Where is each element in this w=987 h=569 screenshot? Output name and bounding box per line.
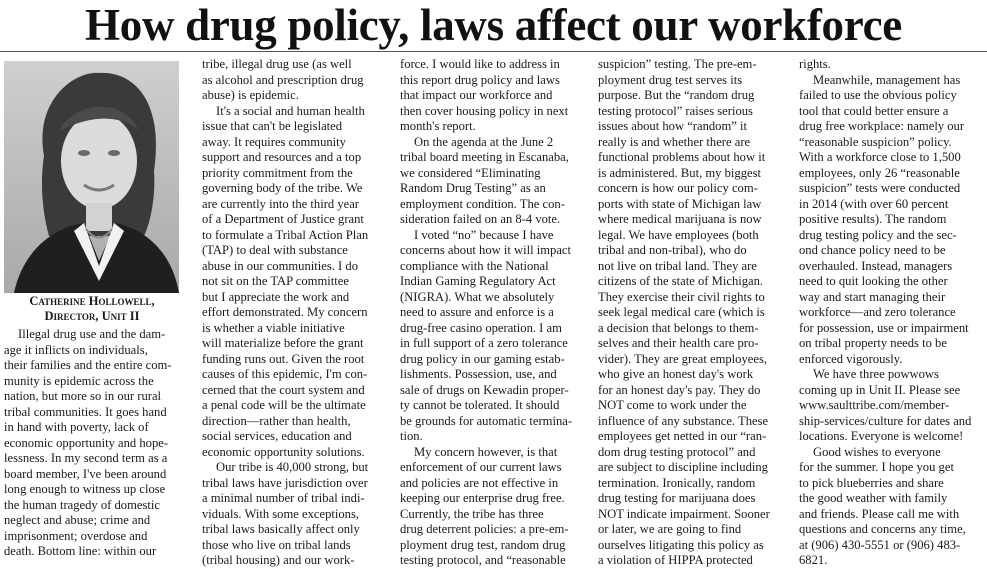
column-2 — [202, 57, 388, 569]
text-line: ship-services/culture for dates and — [799, 413, 972, 428]
text-line: then cover housing policy in next — [400, 103, 569, 118]
paragraph — [4, 327, 182, 560]
text-line: ployment drug test, random drug — [400, 537, 566, 552]
text-line: With a workforce close to 1,500 — [799, 150, 961, 164]
text-line: as alcohol and prescription drug — [202, 72, 364, 87]
text-line: that impact our workforce and — [400, 88, 553, 102]
text-line: drug policy in our gaming estab- — [400, 351, 565, 366]
text-line: a minimal number of tribal indi- — [202, 491, 365, 505]
text-line: not sit on the TAP committee — [202, 274, 349, 288]
text-line: concern is how our policy com- — [598, 181, 758, 195]
author-caption — [4, 294, 180, 324]
paragraph — [799, 73, 983, 368]
paragraph — [799, 367, 983, 445]
text-line: for an honest day's pay. They do — [598, 382, 761, 397]
text-line: ourselves litigating this policy as — [598, 537, 764, 552]
column-5 — [799, 57, 983, 569]
paragraph — [400, 57, 586, 135]
text-line: ond chance policy need to be — [799, 243, 946, 257]
text-line: Our tribe is 40,000 strong, but — [216, 460, 369, 474]
text-line: abuse) is epidemic. — [202, 88, 299, 102]
text-line: and friends. Please call me with — [799, 506, 960, 521]
text-line: the human tragedy of domestic — [4, 497, 160, 512]
text-line: purpose. But the “random drug — [598, 88, 755, 102]
text-line: long enough to witness up close — [4, 482, 166, 496]
text-line: concerns about how it will impact — [400, 243, 572, 257]
text-line: those who live on tribal lands — [202, 537, 351, 552]
paragraph — [202, 57, 388, 104]
text-line: sideration failed on an 8-4 vote. — [400, 212, 561, 226]
text-line: drug free workplace: namely our — [799, 119, 965, 133]
text-line: their families and the entire com- — [4, 358, 172, 372]
text-line: functional problems about how it — [598, 150, 766, 164]
column-1 — [4, 327, 182, 560]
text-line: On the agenda at the June 2 — [414, 134, 554, 149]
text-line: issue that can't be legislated — [202, 119, 343, 133]
paragraph — [799, 57, 983, 73]
text-line: (TAP) to deal with substance — [202, 243, 348, 257]
text-line: who give an honest day's work — [598, 367, 754, 381]
text-line: in hand with poverty, lack of — [4, 420, 149, 434]
text-line: effort demonstrated. My concern — [202, 305, 368, 319]
text-line: a decision that belongs to them- — [598, 320, 759, 335]
text-line: imprisonment; overdose and — [4, 528, 148, 543]
text-line: It's a social and human health — [216, 103, 365, 118]
text-line: ty cannot be tolerated. It should — [400, 398, 560, 412]
text-line: overhauled. Instead, managers — [799, 258, 953, 273]
text-line: suspicion” tests were conducted — [799, 181, 961, 195]
text-line: drug testing for marijuana does — [598, 491, 756, 505]
text-line: keeping our enterprise drug free. — [400, 491, 565, 505]
paragraph — [400, 135, 586, 228]
text-line: locations. Everyone is welcome! — [799, 429, 964, 443]
text-line: death. Bottom line: within our — [4, 544, 157, 558]
text-line: need to assure and enforce is a — [400, 305, 554, 319]
text-line: suspicion” testing. The pre-em- — [598, 57, 757, 71]
text-line: tribal board meeting in Escanaba, — [400, 150, 569, 164]
text-line: I voted “no” because I have — [414, 227, 554, 242]
text-line: force. I would like to address in — [400, 57, 560, 71]
paragraph — [202, 104, 388, 461]
text-line: to formulate a Tribal Action Plan — [202, 227, 369, 242]
text-line: support and resources and a top — [202, 150, 362, 164]
text-line: not live on tribal land. They are — [598, 258, 757, 273]
text-line: termination. Ironically, random — [598, 475, 756, 490]
column-4 — [598, 57, 786, 569]
text-line: tool that could better ensure a — [799, 103, 949, 118]
text-line: month's report. — [400, 119, 476, 133]
text-line: testing protocol” raises serious — [598, 103, 753, 118]
text-line: influence of any substance. These — [598, 413, 769, 428]
paragraph — [598, 57, 786, 569]
text-line: issues about how “random” it — [598, 119, 747, 133]
text-line: failed to use the obvious policy — [799, 88, 957, 102]
text-line: Good wishes to everyone — [813, 444, 941, 459]
text-line: questions and concerns any time, — [799, 522, 966, 536]
text-line: legal. We have employees (both — [598, 227, 759, 242]
text-line: Illegal drug use and the dam- — [18, 327, 166, 341]
text-line: NOT come to work under the — [598, 398, 747, 412]
text-line: tribe, illegal drug use (as well — [202, 57, 352, 71]
text-line: “reasonable suspicion” policy. — [799, 134, 952, 149]
text-line: for the summer. I hope you get — [799, 460, 954, 474]
article-headline: How drug policy, laws affect our workforce — [85, 0, 902, 50]
text-line: cerned that the court system and — [202, 382, 365, 397]
text-line: to pick blueberries and share — [799, 475, 944, 490]
text-line: We have three powwows — [813, 367, 939, 381]
text-line: coming up in Unit II. Please see — [799, 382, 961, 397]
text-line: or later, we are going to find — [598, 522, 742, 536]
author-photo — [4, 61, 179, 293]
text-line: on tribal property needs to be — [799, 336, 947, 350]
text-line: employees get netted in our “ran- — [598, 429, 767, 443]
text-line: this report drug policy and laws — [400, 72, 560, 87]
text-line: munity is epidemic across the — [4, 373, 154, 388]
paragraph — [799, 445, 983, 569]
text-line: employment condition. The con- — [400, 196, 565, 211]
author-title: Director, Unit II — [44, 309, 140, 323]
text-line: priority commitment from the — [202, 165, 353, 180]
text-line: enforced vigorously. — [799, 351, 903, 366]
text-line: testing protocol, and “reasonable — [400, 553, 566, 567]
text-line: is whether a viable initiative — [202, 320, 345, 335]
text-line: economic opportunity and hope- — [4, 435, 169, 450]
text-line: enforcement of our current laws — [400, 460, 562, 474]
paragraph — [400, 228, 586, 445]
text-line: for possession, use or impairment — [799, 320, 969, 335]
text-line: funding runs out. Given the root — [202, 351, 365, 366]
text-line: and policies are not effective in — [400, 475, 559, 490]
text-line: drug deterrent policies: a pre-em- — [400, 522, 569, 536]
text-line: at (906) 430-5551 or (906) 483- — [799, 537, 961, 552]
text-line: positive results). The random — [799, 212, 947, 226]
text-line: (tribal housing) and our work- — [202, 553, 355, 567]
text-line: way and start managing their — [799, 289, 946, 304]
text-line: ports with state of Michigan law — [598, 196, 762, 211]
text-line: selves and their health care pro- — [598, 336, 759, 350]
text-line: Indian Gaming Regulatory Act — [400, 274, 556, 288]
paragraph — [400, 445, 586, 569]
text-line: direction—rather than health, — [202, 413, 351, 428]
text-line: (NIGRA). What we absolutely — [400, 289, 555, 304]
text-line: viduals. With some exceptions, — [202, 506, 360, 521]
text-line: economic opportunity solutions. — [202, 444, 365, 459]
text-line: lishments. Possession, use, and — [400, 367, 557, 381]
text-line: dom drug testing protocol” and — [598, 444, 756, 459]
headline-rule — [0, 51, 987, 52]
text-line: age it inflicts on individuals, — [4, 342, 148, 357]
text-line: lessness. In my second term as a — [4, 451, 168, 465]
text-line: sale of drugs on Kewadin proper- — [400, 382, 569, 397]
text-line: away. It requires community — [202, 134, 346, 149]
text-line: need to quit looking the other — [799, 274, 948, 288]
text-line: the good weather with family — [799, 491, 948, 505]
text-line: workforce—and zero tolerance — [799, 305, 956, 319]
text-line: seek legal medical care (which is — [598, 305, 765, 319]
text-line: a violation of HIPPA protected — [598, 553, 753, 567]
text-line: board member, I've been around — [4, 466, 167, 481]
text-line: Meanwhile, management has — [813, 72, 961, 87]
text-line: where medical marijuana is now — [598, 212, 762, 226]
text-line: www.saulttribe.com/member- — [799, 398, 950, 412]
text-line: governing body of the tribe. We — [202, 181, 363, 195]
author-portrait-image — [4, 61, 179, 293]
text-line: NOT indicate impairment. Sooner — [598, 506, 770, 521]
text-line: nation, but more so in our rural — [4, 389, 162, 403]
text-line: tribal laws have jurisdiction over — [202, 475, 368, 490]
text-line: They exercise their civil rights to — [598, 289, 765, 304]
text-line: drug-free casino operation. I am — [400, 320, 562, 335]
text-line: neglect and abuse; crime and — [4, 513, 151, 527]
text-line: we considered “Eliminating — [400, 165, 541, 180]
text-line: is administered. But, my biggest — [598, 165, 762, 180]
text-line: will materialize before the grant — [202, 336, 364, 350]
text-line: tribal and non-tribal), who do — [598, 243, 747, 257]
text-line: social services, education and — [202, 429, 352, 443]
text-line: be grounds for automatic termina- — [400, 413, 573, 428]
text-line: drug testing policy and the sec- — [799, 227, 957, 242]
text-line: are currently into the third year — [202, 196, 360, 211]
text-line: tribal laws basically affect only — [202, 522, 360, 536]
text-line: really is and whether there are — [598, 134, 751, 149]
author-name: Catherine Hollowell, — [29, 294, 155, 308]
text-line: 6821. — [799, 553, 828, 567]
text-line: causes of this epidemic, I'm con- — [202, 367, 368, 381]
column-3 — [400, 57, 586, 569]
text-line: in full support of a zero tolerance — [400, 336, 568, 350]
text-line: compliance with the National — [400, 258, 549, 273]
text-line: in 2014 (with over 60 percent — [799, 196, 949, 211]
text-line: vider). They are great employees, — [598, 351, 768, 366]
paragraph — [202, 460, 388, 569]
text-line: employees, only 26 “reasonable — [799, 165, 960, 180]
text-line: a penal code will be the ultimate — [202, 398, 366, 412]
text-line: are subject to discipline including — [598, 460, 768, 474]
text-line: Random Drug Testing” as an — [400, 181, 546, 195]
text-line: My concern however, is that — [414, 444, 558, 459]
text-line: tion. — [400, 429, 423, 443]
text-line: ployment drug test serves its — [598, 72, 743, 87]
text-line: of a Department of Justice grant — [202, 212, 364, 226]
text-line: abuse in our communities. I do — [202, 258, 358, 273]
text-line: citizens of the state of Michigan. — [598, 274, 764, 288]
text-line: Currently, the tribe has three — [400, 506, 544, 521]
text-line: tribal communities. It goes hand — [4, 404, 167, 419]
text-line: but I appreciate the work and — [202, 289, 350, 304]
text-line: rights. — [799, 57, 831, 71]
